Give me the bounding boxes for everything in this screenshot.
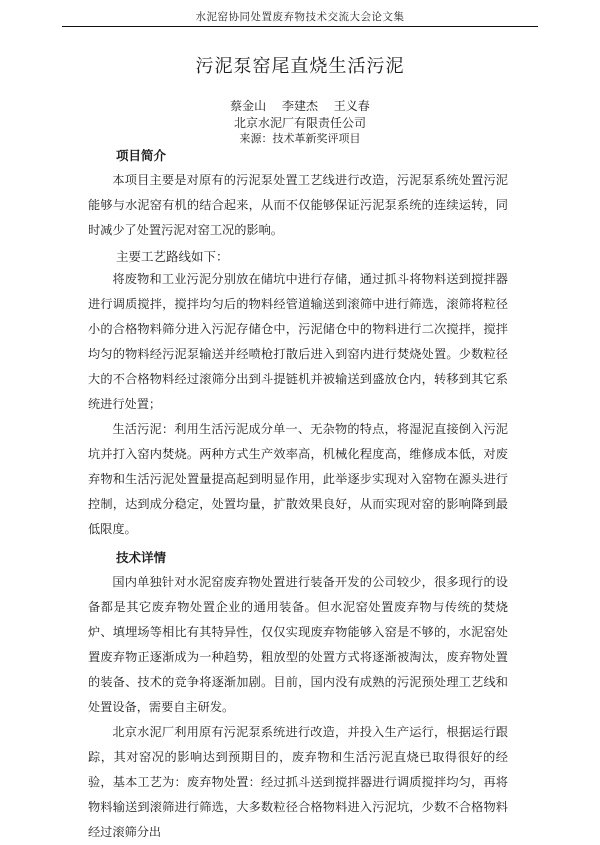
running-header: 水泥窑协同处置废弃物技术交流大会论文集: [195, 11, 405, 23]
body-text: [88, 140, 508, 845]
section-heading-intro: 项目简介: [116, 148, 167, 163]
affiliation: 北京水泥厂有限责任公司: [233, 116, 366, 130]
header-rule: [62, 26, 538, 27]
intro-paragraph: 本项目主要是对原有的污泥泵处置工艺线进行改造，污泥泵系统处置污泥能够与水泥窑有机的结合起来，从而不仅能够保证污泥泵系统的连续运转，同时减少了处置污泥对窑工况的影响。: [88, 173, 508, 237]
route-paragraph-2: 生活污泥：利用生活污泥成分单一、无杂物的特点，将湿泥直接倒入污泥坑并打入窑内焚烧。两种方式生产效率高，机械化程度高，维修成本低，对废弃物和生活污泥处置量提高起到明显作用，此举逐步实现对入窑物在源头进行控制，达到成分稳定，处置均量，扩散效果良好，从而实现对窑的影响降到最低限度。: [88, 422, 508, 536]
authors: 蔡金山 李建杰 王义春: [230, 99, 370, 113]
paper-title: 污泥泵窑尾直烧生活污泥: [195, 56, 405, 77]
detail-paragraph-1: 国内单独针对水泥窑废弃物处置进行装备开发的公司较少，很多现行的设备都是其它废弃物处置企业的通用装备。但水泥窑处置废弃物与传统的焚烧炉、填埋场等相比有其特异性，仅仅实现废弃物能够入窑是不够的，水泥窑处置废弃物正逐渐成为一种趋势，粗放型的处置方式将逐渐被淘汰，废弃物处置的装备、技术的竞争将逐渐加剧。目前，国内没有成熟的污泥预处理工艺线和处置设备，需要自主研发。: [88, 575, 508, 714]
source-note: 来源：技术革新奖评项目: [239, 132, 361, 145]
route-heading: 主要工艺路线如下：: [116, 249, 229, 264]
route-paragraph-1: 将废物和工业污泥分别放在储坑中进行存储，通过抓斗将物料送到搅拌器进行调质搅拌，搅拌均匀后的物料经管道输送到滚筛中进行筛选，滚筛将粒径小的合格物料筛分进入污泥存储仓中，污泥储仓中的物料进行二次搅拌，搅拌均匀的物料经污泥泵输送并经喷枪打散后进入到窑内进行焚烧处置。少数粒径大的不合格物料经过滚筛分出到斗提链机并被输送到盛放仓内，转移到其它系统进行处置；: [88, 272, 508, 411]
detail-paragraph-2: 北京水泥厂利用原有污泥泵系统进行改造，并投入生产运行，根据运行跟踪，其对窑况的影响达到预期目的，废弃物和生活污泥直烧已取得很好的经验，基本工艺为：废弃物处置：经过抓斗送到搅拌器进行调质搅拌均匀，再将物料输送到滚筛进行筛选，大多数粒径合格物料进入污泥坑，少数不合格物料经过滚筛分出: [88, 725, 508, 839]
section-heading-details: 技术详情: [116, 550, 167, 565]
